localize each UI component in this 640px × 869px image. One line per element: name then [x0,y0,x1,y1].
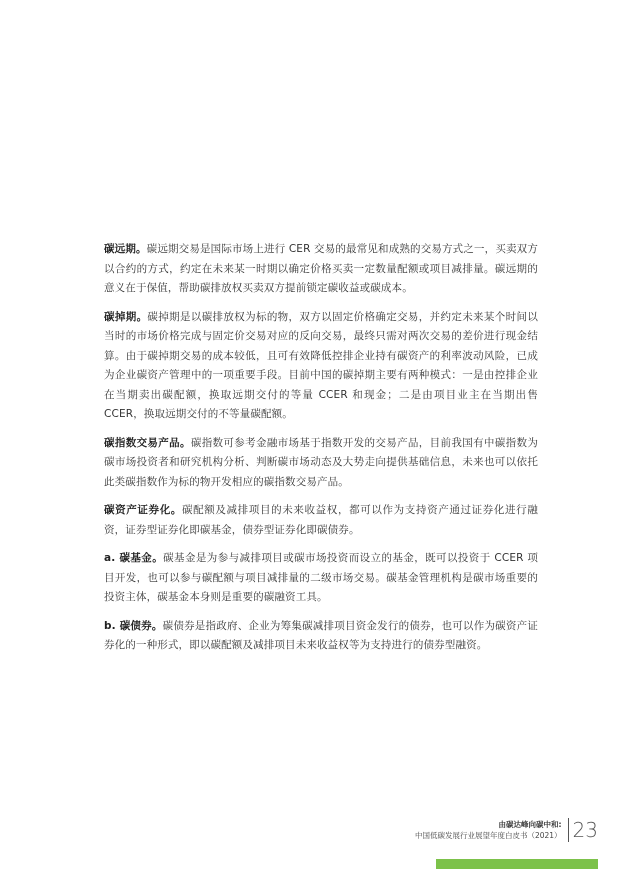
term-carbon-forward: 碳远期。 [104,243,147,255]
paragraph-carbon-forward [104,240,538,299]
paragraph-carbon-index [104,434,538,493]
page-number: 23 [572,818,598,842]
footer-subtitle: 中国低碳发展行业展望年度白皮书（2021） [414,831,562,840]
term-carbon-fund: a. 碳基金。 [104,552,164,564]
footer-title: 由碳达峰向碳中和: [498,820,562,829]
main-content [104,240,538,665]
paragraph-carbon-swap [104,308,538,425]
text-carbon-forward: 碳远期交易是国际市场上进行 CER 交易的最常见和成熟的交易方式之一，买卖双方以合约的方式，约定在未来某一时期以确定价格买卖一定数量配额或项目减排量。碳远期的意义在于保值，帮助碳排放权买卖双方提前锁定碳收益或碳成本。 [104,243,538,294]
paragraph-carbon-fund [104,549,538,608]
accent-bar [436,859,598,869]
text-carbon-index: 碳指数可参考金融市场基于指数开发的交易产品，目前我国有中碳指数为碳市场投资者和研究机构分析、判断碳市场动态及大势走向提供基础信息，未来也可以依托此类碳指数作为标的物开发相应的碳指数交易产品。 [104,436,538,488]
text-carbon-fund: 碳基金是为参与减排项目或碳市场投资而设立的基金，既可以投资于 CCER 项目开发，也可以参与碳配额与项目减排量的二级市场交易。碳基金管理机构是碳市场重要的投资主体，碳基金本身则是重要的碳融资工具。 [104,552,538,603]
term-carbon-bond: b. 碳债券。 [104,619,163,632]
page-footer [415,818,598,842]
footer-divider [568,818,569,842]
footer-text [415,819,562,841]
term-carbon-index: 碳指数交易产品。 [104,436,191,449]
term-carbon-swap: 碳掉期。 [104,310,148,323]
paragraph-carbon-bond [104,617,538,656]
paragraph-carbon-securitization [104,501,538,540]
text-carbon-swap: 碳掉期是以碳排放权为标的物，双方以固定价格确定交易，并约定未来某个时间以当时的市场价格完成与固定价交易对应的反向交易，最终只需对两次交易的差价进行现金结算。由于碳掉期交易的成本较低，且可有效降低控排企业持有碳资产的利率波动风险，已成为企业碳资产管理中的一项重要手段。目前中国的碳掉期主要有两种模式：一是由控排企业在当期卖出碳配额，换取远期交付的等量 CCER 和现金；二是由项目业主在当期出售 CCER，换取远期交付的不等量碳配额。 [104,310,538,420]
text-carbon-bond: 碳债券是指政府、企业为筹集碳减排项目资金发行的债券，也可以作为碳资产证券化的一种形式，即以碳配额及减排项目未来收益权等为支持进行的债券型融资。 [104,619,539,651]
term-carbon-securitization: 碳资产证券化。 [104,504,182,516]
text-carbon-securitization: 碳配额及减排项目的未来收益权，都可以作为支持资产通过证券化进行融资，证券型证券化即碳基金，债券型证券化即碳债券。 [104,504,538,536]
